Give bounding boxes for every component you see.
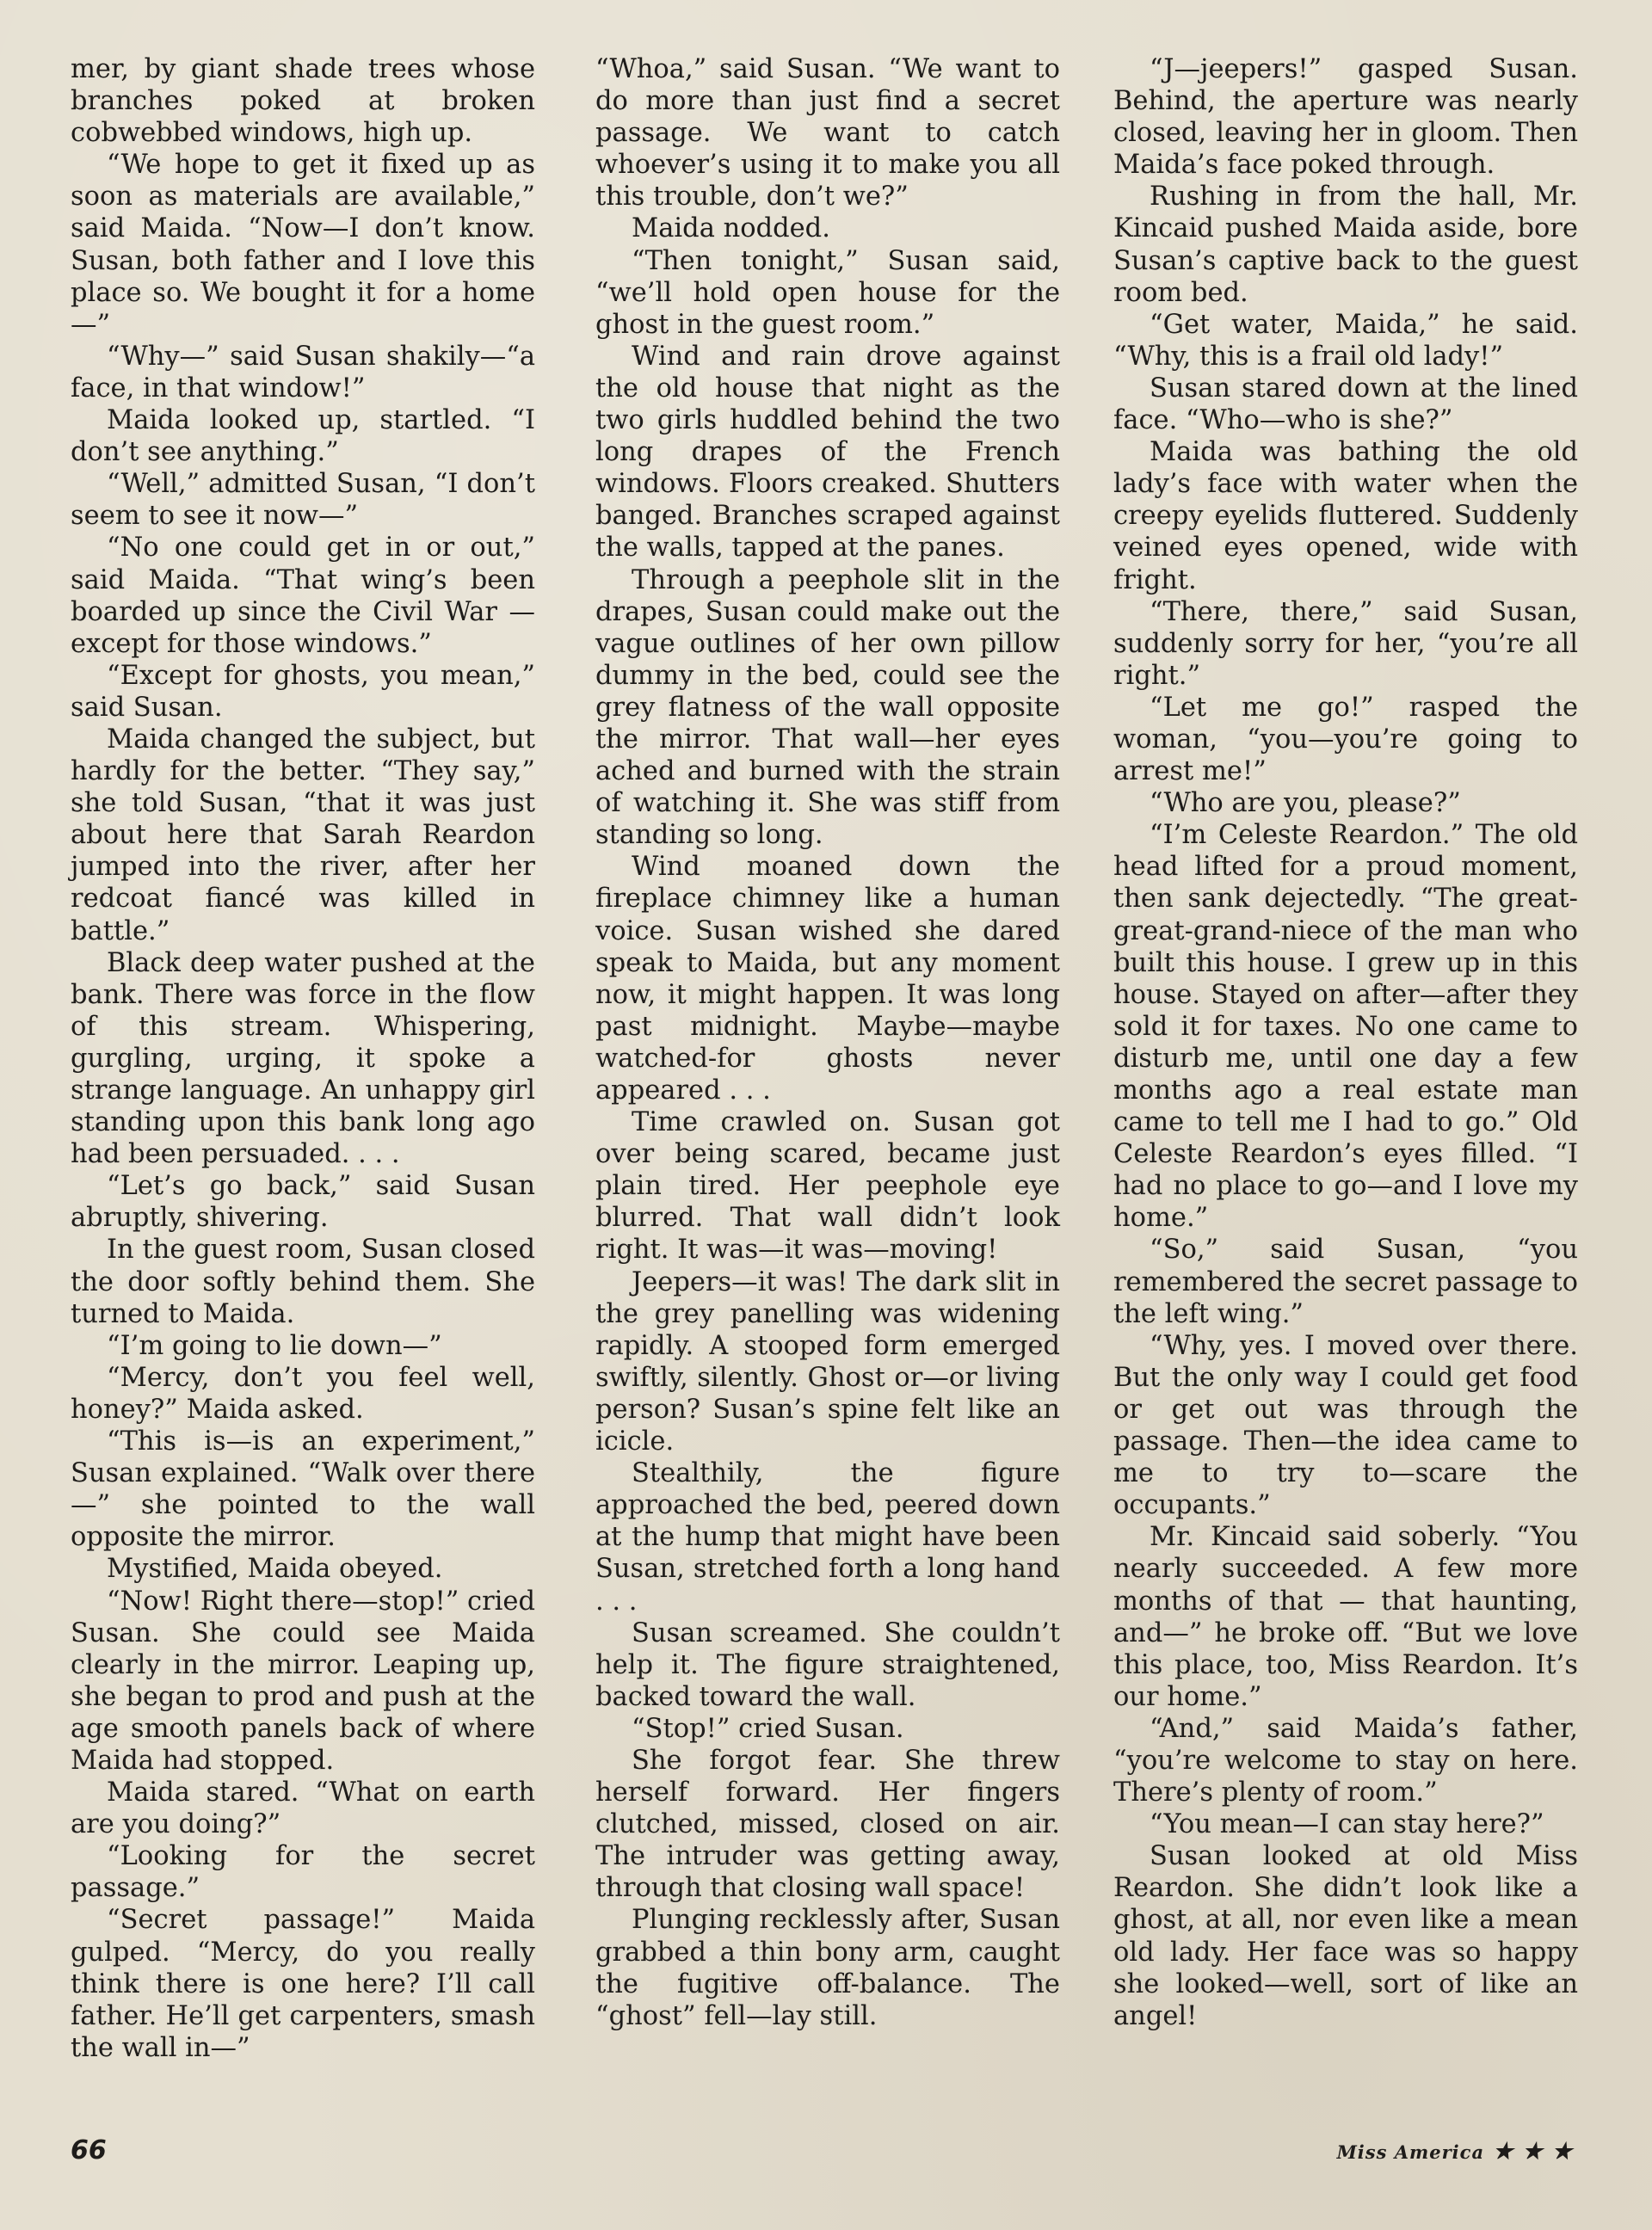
paragraph: Plunging recklessly after, Susan grabbed a thin bony arm, caught the fugitive off-balance. The “ghost” fell—lay still.	[595, 1905, 1060, 2031]
paragraph: In the guest room, Susan closed the door softly behind them. She turned to Maida.	[71, 1235, 535, 1329]
paragraph: Susan stared down at the lined face. “Who—who is she?”	[1113, 373, 1578, 436]
paragraph: “And,” said Maida’s father, “you’re welcome to stay on here. There’s plenty of room.”	[1113, 1713, 1578, 1808]
star-icon: ★	[1551, 2139, 1573, 2165]
paragraph: Time crawled on. Susan got over being scared, became just plain tired. Her peephole eye blurred. That wall didn’t look right. It was—it was—moving!	[595, 1107, 1060, 1266]
paragraph: “Who are you, please?”	[1150, 788, 1461, 819]
page-number: 66	[71, 2135, 107, 2165]
paragraph: Jeepers—it was! The dark slit in the grey panelling was widening rapidly. A stooped form emerged swiftly, silently. Ghost or—or living person? Susan’s spine felt like an icicle.	[595, 1266, 1060, 1457]
paragraph: Susan looked at old Miss Reardon. She didn’t look like a ghost, at all, nor even like a mean old lady. Her face was so happy she looked—well, sort of like an angel!	[1113, 1841, 1578, 2031]
paragraph: “Except for ghosts, you mean,” said Susan.	[71, 660, 535, 723]
paragraph: Susan screamed. She couldn’t help it. The figure straightened, backed toward the wall.	[595, 1617, 1060, 1712]
paragraph: “So,” said Susan, “you remembered the secret passage to the left wing.”	[1113, 1235, 1578, 1329]
text-column-2	[595, 53, 1060, 2032]
magazine-title: Miss America	[1336, 2141, 1485, 2163]
paragraph: “You mean—I can stay here?”	[1150, 1809, 1544, 1840]
paragraph: “Let’s go back,” said Susan abruptly, shivering.	[71, 1171, 535, 1234]
paragraph: “Then tonight,” Susan said, “we’ll hold open house for the ghost in the guest room.”	[595, 245, 1060, 340]
paragraph: Mr. Kincaid said soberly. “You nearly succeeded. A few more months of that — that haunting, and—” he broke off. “But we love this place, too, Miss Reardon. It’s our home.”	[1113, 1522, 1578, 1712]
magazine-footer	[1337, 2141, 1573, 2163]
star-icon: ★	[1493, 2139, 1514, 2165]
paragraph: “I’m Celeste Reardon.” The old head lifted for a proud moment, then sank dejectedly. “The great-great-grand-niece of the man who built this house. I grew up in this house. Stayed on after—after they sold it for taxes. No one came to disturb me, until one day a few months ago a real estate man came to tell me I had to go.” Old Celeste Reardon’s eyes filled. “I had no place to go—and I love my home.”	[1113, 820, 1578, 1234]
paragraph: “Get water, Maida,” he said. “Why, this is a frail old lady!”	[1113, 309, 1578, 372]
paragraph: Maida nodded.	[632, 213, 830, 244]
text-column-3	[1113, 53, 1578, 2032]
paragraph: mer, by giant shade trees whose branches poked at broken cobwebbed windows, high up.	[71, 54, 535, 149]
paragraph: “Why—” said Susan shakily—“a face, in that window!”	[71, 341, 535, 403]
paragraph: Rushing in from the hall, Mr. Kincaid pushed Maida aside, bore Susan’s captive back to the guest room bed.	[1113, 182, 1578, 308]
paragraph: “Well,” admitted Susan, “I don’t seem to see it now—”	[71, 469, 535, 532]
paragraph: “Mercy, don’t you feel well, honey?” Maida asked.	[71, 1362, 535, 1425]
star-icon: ★	[1522, 2139, 1544, 2165]
paragraph: She forgot fear. She threw herself forward. Her fingers clutched, missed, closed on air. The intruder was getting away, through that closing wall space!	[595, 1745, 1060, 1904]
paragraph: Maida looked up, startled. “I don’t see anything.”	[71, 405, 535, 468]
paragraph: Wind and rain drove against the old house that night as the two girls huddled behind the two long drapes of the French windows. Floors creaked. Shutters banged. Branches scraped against the walls, tapped at the panes.	[595, 341, 1060, 564]
paragraph: Through a peephole slit in the drapes, Susan could make out the vague outlines of her own pillow dummy in the bed, could see the grey flatness of the wall opposite the mirror. That wall—her eyes ached and burned with the strain of watching it. She was stiff from standing so long.	[595, 564, 1060, 851]
paragraph: “We hope to get it fixed up as soon as materials are available,” said Maida. “Now—I don’t know. Susan, both father and I love this place so. We bought it for a home—”	[71, 150, 535, 340]
paragraph: Maida was bathing the old lady’s face with water when the creepy eyelids fluttered. Suddenly veined eyes opened, wide with fright.	[1113, 437, 1578, 595]
paragraph: “Looking for the secret passage.”	[71, 1841, 535, 1904]
paragraph: “Why, yes. I moved over there. But the only way I could get food or get out was through the passage. Then—the idea came to me to try to—scare the occupants.”	[1113, 1330, 1578, 1521]
paragraph: “Whoa,” said Susan. “We want to do more than just find a secret passage. We want to catch whoever’s using it to make you all this trouble, don’t we?”	[595, 54, 1060, 213]
paragraph: “I’m going to lie down—”	[107, 1330, 442, 1361]
paragraph: “Secret passage!” Maida gulped. “Mercy, do you really think there is one here? I’ll call father. He’ll get carpenters, smash the wall in—”	[71, 1905, 535, 2063]
paragraph: “Let me go!” rasped the woman, “you—you’re going to arrest me!”	[1113, 692, 1578, 787]
paragraph: Stealthily, the figure approached the bed, peered down at the hump that might have been Susan, stretched forth a long hand . . .	[595, 1458, 1060, 1617]
text-column-1	[71, 53, 535, 2064]
paragraph: “There, there,” said Susan, suddenly sorry for her, “you’re all right.”	[1113, 596, 1578, 691]
paragraph: “J—jeepers!” gasped Susan. Behind, the aperture was nearly closed, leaving her in gloom. Then Maida’s face poked through.	[1113, 54, 1578, 181]
paragraph: Mystified, Maida obeyed.	[107, 1554, 443, 1585]
paragraph: Black deep water pushed at the bank. There was force in the flow of this stream. Whispering, gurgling, urging, it spoke a strange language. An unhappy girl standing upon this bank long ago had been persuaded. . . .	[71, 947, 535, 1170]
paragraph: Maida stared. “What on earth are you doing?”	[71, 1777, 535, 1840]
paragraph: “This is—is an experiment,” Susan explained. “Walk over there—” she pointed to the wall opposite the mirror.	[71, 1426, 535, 1553]
paragraph: “Now! Right there—stop!” cried Susan. She could see Maida clearly in the mirror. Leaping up, she began to prod and push at the age smooth panels back of where Maida had stopped.	[71, 1586, 535, 1776]
paragraph: Maida changed the subject, but hardly for the better. “They say,” she told Susan, “that it was just about here that Sarah Reardon jumped into the river, after her redcoat fiancé was killed in battle.”	[71, 724, 535, 946]
paragraph: “No one could get in or out,” said Maida. “That wing’s been boarded up since the Civil War —except for those windows.”	[71, 533, 535, 659]
paragraph: Wind moaned down the fireplace chimney like a human voice. Susan wished she dared speak to Maida, but any moment now, it might happen. It was long past midnight. Maybe—maybe watched-for ghosts never appeared . . .	[595, 852, 1060, 1106]
paragraph: “Stop!” cried Susan.	[632, 1713, 904, 1744]
